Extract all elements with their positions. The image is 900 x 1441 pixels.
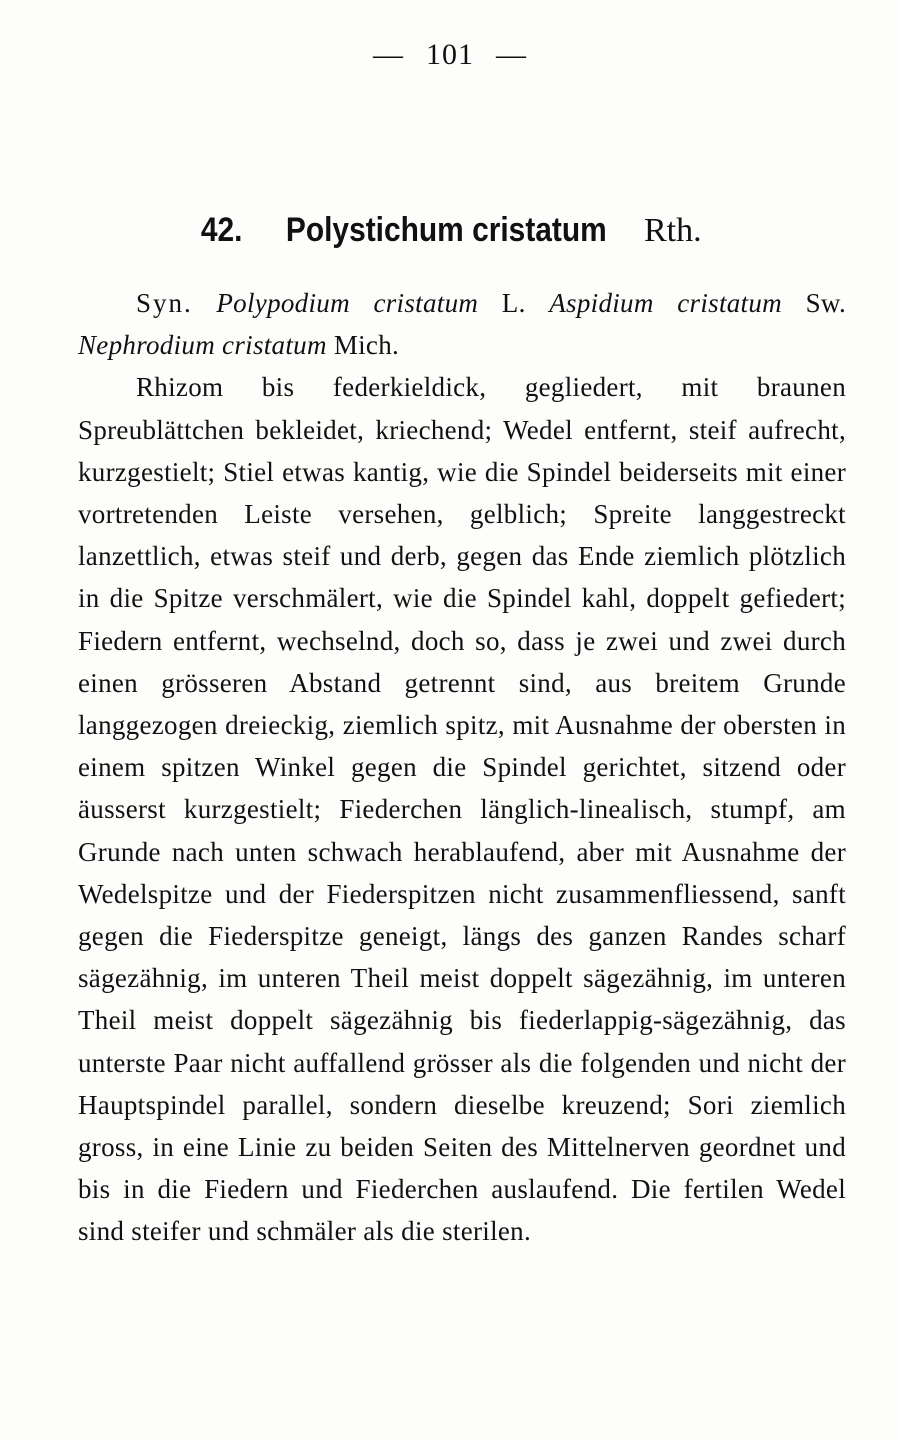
synonyms-paragraph (78, 282, 846, 366)
species-name: Polystichum cristatum (286, 211, 608, 249)
synonym-name: Aspidium cristatum (549, 288, 782, 318)
species-author: Rth. (643, 212, 702, 249)
species-heading (0, 210, 900, 250)
page-number (0, 38, 900, 72)
synonym-author: L. (501, 288, 526, 318)
description-paragraph: Rhizom bis federkieldick, gegliedert, mit braunen Spreublättchen bekleidet, kriechend; Wedel entfernt, steif aufrecht, kurzgestielt; Stiel etwas kantig, wie die Spindel beiderseits mit einer vortretenden Leiste versehen, gelblich; Spreite langgestreckt lanzettlich, etwas steif und derb, gegen das Ende ziemlich plötzlich in die Spitze verschmälert, wie die Spindel kahl, doppelt gefiedert; Fiedern entfernt, wechselnd, doch so, dass je zwei und zwei durch einen grösseren Abstand getrennt sind, aus breitem Grunde langgezogen dreieckig, ziemlich spitz, mit Ausnahme der obersten in einem spitzen Winkel gegen die Spindel gerichtet, sitzend oder äusserst kurzgestielt; Fiederchen länglich-linealisch, stumpf, am Grunde nach unten schwach herablaufend, aber mit Ausnahme der Wedelspitze und der Fiederspitzen nicht zusammenfliessend, sanft gegen die Fiederspitze geneigt, längs des ganzen Randes scharf sägezähnig, im unteren Theil meist doppelt sägezähnig, im unteren Theil meist doppelt sägezähnig bis fiederlappig-sägezähnig, das unterste Paar nicht auffallend grösser als die folgenden und nicht der Hauptspindel parallel, sondern dieselbe kreuzend; Sori ziemlich gross, in eine Linie zu beiden Seiten des Mittelnerven geordnet und bis in die Fiedern und Fiederchen auslaufend. Die fertilen Wedel sind steifer und schmäler als die sterilen. (78, 372, 846, 1247)
page-number-dash-left: — (373, 38, 404, 71)
synonym-name: Polypodium cristatum (216, 288, 479, 318)
synonym-author: Mich. (333, 330, 400, 361)
synonyms-label: Syn. (136, 288, 193, 318)
page-number-dash-right: — (496, 38, 527, 71)
page-number-value: 101 (426, 38, 474, 71)
synonym-name: Nephrodium cristatum (78, 330, 327, 361)
species-text (78, 282, 846, 1253)
species-number: 42. (201, 211, 243, 249)
synonym-author: Sw. (805, 288, 846, 318)
